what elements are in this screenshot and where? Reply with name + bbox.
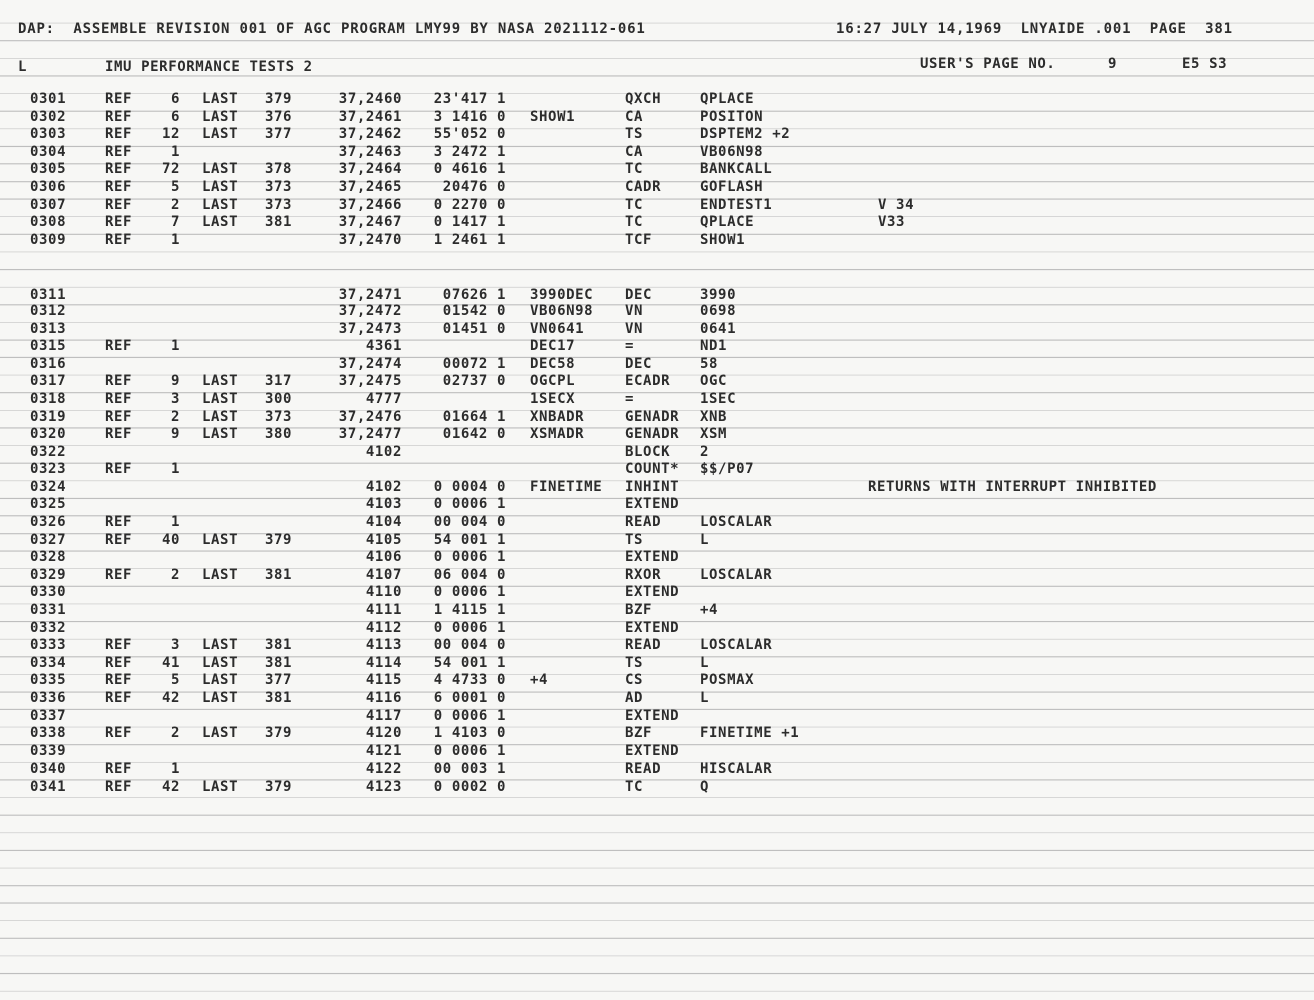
line-number: 0316: [30, 356, 67, 372]
octal-word: 1 4103 0: [433, 725, 506, 741]
ref-tag: REF: [105, 567, 133, 583]
ref-count: 7: [170, 214, 180, 230]
octal-word: 54 001 1: [433, 532, 506, 548]
address: 4112: [365, 620, 402, 636]
operand: +4: [700, 602, 719, 618]
octal-word: 07626 1: [442, 287, 506, 303]
comment: V33: [878, 214, 906, 230]
operand: 0698: [700, 303, 737, 319]
line-number: 0317: [30, 373, 67, 389]
ref-count: 1: [170, 232, 180, 248]
symbol-label: FINETIME: [530, 479, 603, 495]
line-number: 0322: [30, 444, 67, 460]
ref-tag: REF: [105, 409, 133, 425]
address: 37,2476: [338, 409, 402, 425]
octal-word: 06 004 0: [433, 567, 506, 583]
last-tag: LAST: [202, 637, 239, 653]
line-number: 0320: [30, 426, 67, 442]
operand: $$/P07: [700, 461, 755, 477]
opcode: EXTEND: [625, 620, 680, 636]
ref-tag: REF: [105, 725, 133, 741]
print-date-page: 16:27 JULY 14,1969 LNYAIDE .001 PAGE 381: [836, 21, 1233, 37]
ref-count: 9: [170, 426, 180, 442]
octal-word: 01542 0: [442, 303, 506, 319]
line-number: 0306: [30, 179, 67, 195]
opcode: BLOCK: [625, 444, 671, 460]
address: 37,2471: [338, 287, 402, 303]
address: 37,2465: [338, 179, 402, 195]
octal-word: 1 2461 1: [433, 232, 506, 248]
octal-word: 6 0001 0: [433, 690, 506, 706]
last-page: 381: [265, 690, 293, 706]
line-number: 0339: [30, 743, 67, 759]
last-page: 373: [265, 179, 293, 195]
opcode: VN: [625, 321, 644, 337]
address: 37,2475: [338, 373, 402, 389]
ref-count: 2: [170, 409, 180, 425]
ref-tag: REF: [105, 391, 133, 407]
symbol-label: XSMADR: [530, 426, 585, 442]
address: 4122: [365, 761, 402, 777]
ref-count: 2: [170, 567, 180, 583]
operand: POSITON: [700, 109, 764, 125]
opcode: TS: [625, 532, 644, 548]
users-page-number: 9: [1108, 56, 1118, 72]
operand: 0641: [700, 321, 737, 337]
address: 4121: [365, 743, 402, 759]
operand: QPLACE: [700, 214, 755, 230]
ref-tag: REF: [105, 179, 133, 195]
ref-count: 1: [170, 761, 180, 777]
line-number: 0311: [30, 287, 67, 303]
ref-tag: REF: [105, 91, 133, 107]
section-marker: L: [18, 59, 28, 75]
users-page-label: USER'S PAGE NO.: [920, 56, 1056, 72]
octal-word: 00072 1: [442, 356, 506, 372]
address: 4106: [365, 549, 402, 565]
address: 37,2467: [338, 214, 402, 230]
address: 37,2472: [338, 303, 402, 319]
last-page: 379: [265, 532, 293, 548]
opcode: BZF: [625, 602, 653, 618]
ref-tag: REF: [105, 109, 133, 125]
last-tag: LAST: [202, 779, 239, 795]
octal-word: 0 0006 1: [433, 620, 506, 636]
ref-count: 1: [170, 144, 180, 160]
opcode: CS: [625, 672, 644, 688]
octal-word: 0 0006 1: [433, 496, 506, 512]
opcode: CA: [625, 109, 644, 125]
opcode: CA: [625, 144, 644, 160]
address: 37,2460: [338, 91, 402, 107]
operand: LOSCALAR: [700, 637, 773, 653]
line-number: 0332: [30, 620, 67, 636]
opcode: COUNT*: [625, 461, 680, 477]
line-number: 0304: [30, 144, 67, 160]
address: 37,2463: [338, 144, 402, 160]
last-page: 381: [265, 214, 293, 230]
last-tag: LAST: [202, 672, 239, 688]
line-number: 0308: [30, 214, 67, 230]
last-tag: LAST: [202, 214, 239, 230]
address: 4105: [365, 532, 402, 548]
octal-word: 54 001 1: [433, 655, 506, 671]
line-number: 0327: [30, 532, 67, 548]
octal-word: 00 004 0: [433, 514, 506, 530]
line-number: 0334: [30, 655, 67, 671]
opcode: QXCH: [625, 91, 662, 107]
octal-word: 00 004 0: [433, 637, 506, 653]
operand: L: [700, 532, 710, 548]
ref-tag: REF: [105, 690, 133, 706]
line-number: 0340: [30, 761, 67, 777]
symbol-label: OGCPL: [530, 373, 576, 389]
address: 37,2477: [338, 426, 402, 442]
line-number: 0319: [30, 409, 67, 425]
last-tag: LAST: [202, 179, 239, 195]
line-number: 0330: [30, 584, 67, 600]
operand: GOFLASH: [700, 179, 764, 195]
section-title: IMU PERFORMANCE TESTS 2: [105, 59, 313, 75]
octal-word: 00 003 1: [433, 761, 506, 777]
comment: RETURNS WITH INTERRUPT INHIBITED: [868, 479, 1157, 495]
octal-word: 0 1417 1: [433, 214, 506, 230]
operand: VB06N98: [700, 144, 764, 160]
last-tag: LAST: [202, 373, 239, 389]
address: 4102: [365, 479, 402, 495]
address: 37,2464: [338, 161, 402, 177]
symbol-label: 1SECX: [530, 391, 576, 407]
line-number: 0303: [30, 126, 67, 142]
address: 4114: [365, 655, 402, 671]
address: 4115: [365, 672, 402, 688]
octal-word: 01664 1: [442, 409, 506, 425]
opcode: READ: [625, 761, 662, 777]
address: 37,2474: [338, 356, 402, 372]
line-number: 0335: [30, 672, 67, 688]
symbol-label: DEC58: [530, 356, 576, 372]
opcode: GENADR: [625, 409, 680, 425]
operand: OGC: [700, 373, 728, 389]
last-tag: LAST: [202, 109, 239, 125]
address: 4107: [365, 567, 402, 583]
ref-tag: REF: [105, 144, 133, 160]
ref-tag: REF: [105, 214, 133, 230]
address: 4104: [365, 514, 402, 530]
last-page: 377: [265, 126, 293, 142]
last-page: 300: [265, 391, 293, 407]
line-number: 0301: [30, 91, 67, 107]
octal-word: 0 0006 1: [433, 584, 506, 600]
ref-count: 3: [170, 391, 180, 407]
ref-tag: REF: [105, 232, 133, 248]
last-tag: LAST: [202, 161, 239, 177]
address: 4113: [365, 637, 402, 653]
opcode: EXTEND: [625, 584, 680, 600]
opcode: VN: [625, 303, 644, 319]
operand: ND1: [700, 338, 728, 354]
ref-tag: REF: [105, 373, 133, 389]
ref-tag: REF: [105, 655, 133, 671]
octal-word: 02737 0: [442, 373, 506, 389]
last-tag: LAST: [202, 655, 239, 671]
opcode: TC: [625, 779, 644, 795]
octal-word: 0 2270 0: [433, 197, 506, 213]
operand: XSM: [700, 426, 728, 442]
opcode: EXTEND: [625, 496, 680, 512]
octal-word: 23'417 1: [433, 91, 506, 107]
ref-count: 42: [161, 690, 180, 706]
address: 4361: [365, 338, 402, 354]
operand: Q: [700, 779, 710, 795]
operand: 1SEC: [700, 391, 737, 407]
operand: LOSCALAR: [700, 514, 773, 530]
line-number: 0313: [30, 321, 67, 337]
opcode: RXOR: [625, 567, 662, 583]
operand: HISCALAR: [700, 761, 773, 777]
operand: FINETIME +1: [700, 725, 800, 741]
ref-count: 1: [170, 514, 180, 530]
line-number: 0324: [30, 479, 67, 495]
ref-count: 5: [170, 179, 180, 195]
ref-tag: REF: [105, 426, 133, 442]
opcode: GENADR: [625, 426, 680, 442]
last-tag: LAST: [202, 126, 239, 142]
last-tag: LAST: [202, 391, 239, 407]
address: 4111: [365, 602, 402, 618]
ref-count: 6: [170, 109, 180, 125]
symbol-label: DEC17: [530, 338, 576, 354]
ref-count: 5: [170, 672, 180, 688]
address: 4116: [365, 690, 402, 706]
last-page: 373: [265, 409, 293, 425]
line-number: 0341: [30, 779, 67, 795]
ref-count: 1: [170, 461, 180, 477]
octal-word: 20476 0: [442, 179, 506, 195]
ref-count: 3: [170, 637, 180, 653]
octal-word: 0 0006 1: [433, 549, 506, 565]
octal-word: 01451 0: [442, 321, 506, 337]
octal-word: 0 0006 1: [433, 708, 506, 724]
ref-tag: REF: [105, 461, 133, 477]
ref-count: 12: [161, 126, 180, 142]
opcode: AD: [625, 690, 644, 706]
operand: L: [700, 690, 710, 706]
symbol-label: VB06N98: [530, 303, 594, 319]
opcode: READ: [625, 637, 662, 653]
opcode: EXTEND: [625, 549, 680, 565]
address: 37,2461: [338, 109, 402, 125]
opcode: TS: [625, 126, 644, 142]
address: 37,2466: [338, 197, 402, 213]
ref-tag: REF: [105, 197, 133, 213]
opcode: TCF: [625, 232, 653, 248]
ref-count: 40: [161, 532, 180, 548]
octal-word: 0 0006 1: [433, 743, 506, 759]
last-tag: LAST: [202, 567, 239, 583]
octal-word: 4 4733 0: [433, 672, 506, 688]
address: 37,2473: [338, 321, 402, 337]
opcode: TC: [625, 197, 644, 213]
opcode: EXTEND: [625, 743, 680, 759]
last-page: 379: [265, 725, 293, 741]
ref-tag: REF: [105, 338, 133, 354]
opcode: TC: [625, 161, 644, 177]
symbol-label: SHOW1: [530, 109, 576, 125]
opcode: READ: [625, 514, 662, 530]
ref-tag: REF: [105, 779, 133, 795]
opcode: EXTEND: [625, 708, 680, 724]
line-number: 0307: [30, 197, 67, 213]
last-tag: LAST: [202, 725, 239, 741]
address: 4777: [365, 391, 402, 407]
last-page: 373: [265, 197, 293, 213]
ref-count: 72: [161, 161, 180, 177]
line-number: 0315: [30, 338, 67, 354]
opcode: DEC: [625, 356, 653, 372]
last-page: 379: [265, 779, 293, 795]
operand: ENDTEST1: [700, 197, 773, 213]
last-tag: LAST: [202, 426, 239, 442]
line-number: 0312: [30, 303, 67, 319]
line-number: 0305: [30, 161, 67, 177]
symbol-label: 3990DEC: [530, 287, 594, 303]
ref-count: 9: [170, 373, 180, 389]
ref-tag: REF: [105, 672, 133, 688]
last-tag: LAST: [202, 690, 239, 706]
last-tag: LAST: [202, 532, 239, 548]
address: 4110: [365, 584, 402, 600]
opcode: BZF: [625, 725, 653, 741]
last-page: 378: [265, 161, 293, 177]
line-number: 0328: [30, 549, 67, 565]
ref-count: 42: [161, 779, 180, 795]
line-number: 0325: [30, 496, 67, 512]
last-page: 380: [265, 426, 293, 442]
comment: V 34: [878, 197, 915, 213]
address: 4120: [365, 725, 402, 741]
ref-tag: REF: [105, 126, 133, 142]
octal-word: 0 0004 0: [433, 479, 506, 495]
octal-word: 3 1416 0: [433, 109, 506, 125]
ref-tag: REF: [105, 637, 133, 653]
last-page: 376: [265, 109, 293, 125]
operand: DSPTEM2 +2: [700, 126, 791, 142]
address: 37,2470: [338, 232, 402, 248]
ref-tag: REF: [105, 161, 133, 177]
address: 4123: [365, 779, 402, 795]
line-number: 0337: [30, 708, 67, 724]
opcode: =: [625, 338, 635, 354]
ref-count: 2: [170, 197, 180, 213]
octal-word: 0 4616 1: [433, 161, 506, 177]
line-number: 0326: [30, 514, 67, 530]
line-number: 0318: [30, 391, 67, 407]
last-page: 381: [265, 655, 293, 671]
opcode: ECADR: [625, 373, 671, 389]
operand: BANKCALL: [700, 161, 773, 177]
operand: QPLACE: [700, 91, 755, 107]
address: 4117: [365, 708, 402, 724]
operand: SHOW1: [700, 232, 746, 248]
last-page: 317: [265, 373, 293, 389]
line-number: 0336: [30, 690, 67, 706]
operand: POSMAX: [700, 672, 755, 688]
symbol-label: XNBADR: [530, 409, 585, 425]
assembly-title: DAP: ASSEMBLE REVISION 001 OF AGC PROGRAM LMY99 BY NASA 2021112-061: [18, 21, 646, 37]
listing-code: E5 S3: [1182, 56, 1228, 72]
opcode: DEC: [625, 287, 653, 303]
symbol-label: +4: [530, 672, 549, 688]
last-page: 377: [265, 672, 293, 688]
octal-word: 3 2472 1: [433, 144, 506, 160]
line-number: 0302: [30, 109, 67, 125]
octal-word: 01642 0: [442, 426, 506, 442]
line-number: 0323: [30, 461, 67, 477]
octal-word: 1 4115 1: [433, 602, 506, 618]
operand: L: [700, 655, 710, 671]
line-number: 0338: [30, 725, 67, 741]
line-number: 0331: [30, 602, 67, 618]
line-number: 0309: [30, 232, 67, 248]
ref-count: 1: [170, 338, 180, 354]
opcode: TC: [625, 214, 644, 230]
ref-tag: REF: [105, 514, 133, 530]
ref-tag: REF: [105, 761, 133, 777]
operand: LOSCALAR: [700, 567, 773, 583]
ref-tag: REF: [105, 532, 133, 548]
last-tag: LAST: [202, 197, 239, 213]
address: 37,2462: [338, 126, 402, 142]
octal-word: 0 0002 0: [433, 779, 506, 795]
opcode: CADR: [625, 179, 662, 195]
line-number: 0329: [30, 567, 67, 583]
last-tag: LAST: [202, 409, 239, 425]
opcode: =: [625, 391, 635, 407]
octal-word: 55'052 0: [433, 126, 506, 142]
operand: 58: [700, 356, 719, 372]
last-page: 379: [265, 91, 293, 107]
symbol-label: VN0641: [530, 321, 585, 337]
opcode: INHINT: [625, 479, 680, 495]
operand: XNB: [700, 409, 728, 425]
last-tag: LAST: [202, 91, 239, 107]
operand: 2: [700, 444, 710, 460]
ref-count: 41: [161, 655, 180, 671]
last-page: 381: [265, 567, 293, 583]
address: 4103: [365, 496, 402, 512]
opcode: TS: [625, 655, 644, 671]
last-page: 381: [265, 637, 293, 653]
ref-count: 6: [170, 91, 180, 107]
line-number: 0333: [30, 637, 67, 653]
ref-count: 2: [170, 725, 180, 741]
operand: 3990: [700, 287, 737, 303]
address: 4102: [365, 444, 402, 460]
